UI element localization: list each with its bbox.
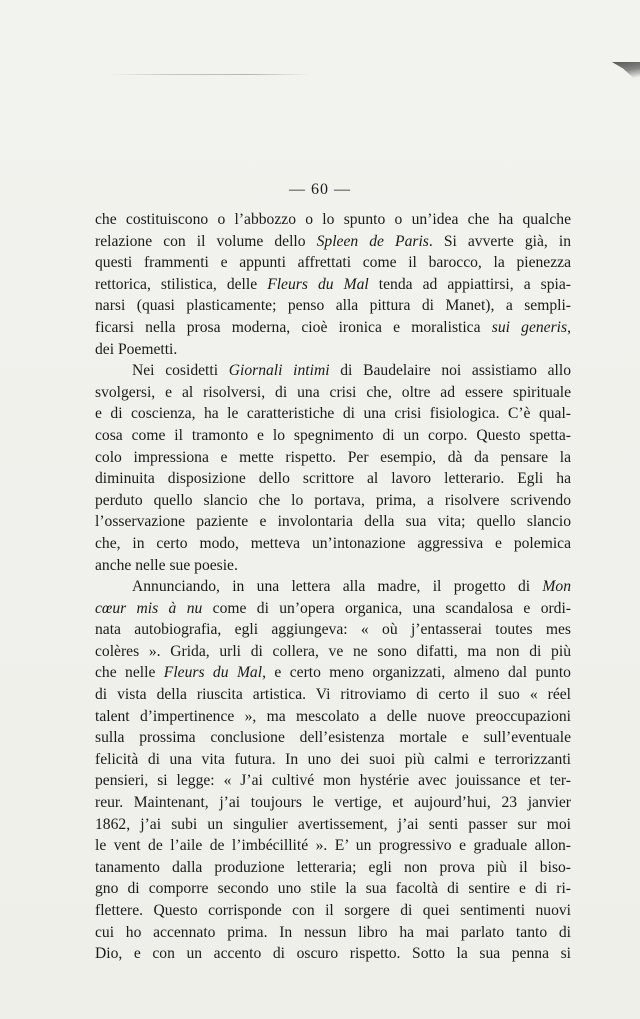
text-segment: cosa come il tramonto e lo spegnimento di un corpo. Questo spetta- [95,426,571,444]
text-segment: dei Poemetti. [95,340,178,358]
text-line [95,878,571,900]
text-segment: . Si avverte già, in [428,232,571,250]
text-segment: rettorica, stilistica, delle [95,275,268,293]
text-line [95,533,571,555]
text-line [95,382,571,404]
text-line [95,360,571,382]
scan-corner-mark [612,62,640,84]
italic-text: Fleurs du Mal [267,275,369,293]
text-segment: anche nelle sue poesie. [95,556,238,574]
text-line [95,619,571,641]
text-segment: e di coscienza, ha le caratteristiche di una crisi fisiologica. C’è qual- [95,405,571,423]
text-line [95,749,571,771]
text-segment: narsi (quasi plasticamente; penso alla pittura di Manet), a sempli- [95,297,571,315]
text-segment: che costituiscono o l’abbozzo o lo spunto o un’idea che ha qualche [95,211,571,228]
text-segment: , [567,318,571,336]
italic-text: Mon [542,578,571,596]
text-line [95,706,571,728]
text-line [95,727,571,749]
text-segment: flettere. Questo corrisponde con il sorgere di quei sentimenti nuovi [95,902,571,919]
body-text [95,209,571,965]
text-segment: ficarsi nella prosa moderna, cioè ironica e moralistica [95,318,492,336]
text-segment: colo impressiona e mette rispetto. Per esempio, dà da pensare la [95,448,571,466]
text-line [95,641,571,663]
text-line [95,339,571,361]
text-line [95,857,571,879]
text-segment: nata autobiografia, egli aggiungeva: « où j’entasserai toutes mes [95,621,571,639]
text-line [95,447,571,469]
page-number: — 60 — [289,181,351,198]
italic-text: Fleurs du Mal [163,664,263,682]
text-line [95,922,571,944]
text-segment: colères ». Grida, urli di collera, ve ne sono difatti, ma non di più [95,642,571,660]
text-segment: , e certo meno organizzati, almeno dal punto [262,664,571,682]
text-segment: 1862, j’ai subi un singulier avertissement, j’ai senti passer sur moi [95,815,571,833]
italic-text: Giornali intimi [228,362,330,380]
text-segment: tanamento dalla produzione letteraria; egli non prova più il biso- [95,858,571,876]
text-segment: come di un’opera organica, una scandalosa e ordi- [202,599,571,617]
text-line [95,770,571,792]
text-line [95,403,571,425]
text-line [95,943,571,965]
text-segment: tenda ad appiattirsi, a spia- [368,275,571,293]
text-line [95,209,571,231]
text-segment: reur. Maintenant, j’ai toujours le vertige, et aujourd’hui, 23 janvier [95,794,571,812]
text-line [95,468,571,490]
text-line [95,662,571,684]
text-segment: le vent de l’aile de l’imbécillité ». E’ un progressivo e graduale allon- [95,837,571,855]
text-line [95,231,571,253]
text-segment: gno di comporre secondo uno stile la sua facoltà di sentire e di ri- [95,880,571,898]
text-segment: che nelle [95,664,164,682]
text-segment: che, in certo modo, metteva un’intonazione aggressiva e polemica [95,534,571,552]
text-segment: cui ho accennato prima. In nessun libro ha mai parlato tanto di [95,923,571,941]
text-segment: pensieri, si legge: « J’ai cultivé mon hystérie avec jouissance et ter- [95,772,571,790]
text-line [95,425,571,447]
text-line [95,814,571,836]
text-segment: di Baudelaire noi assistiamo allo [329,362,571,380]
text-segment: felicità di una vita futura. In uno dei suoi più calmi e terrorizzanti [95,750,571,768]
text-line [95,598,571,620]
text-segment: Nei cosidetti [132,362,229,380]
text-line [95,835,571,857]
text-line [95,490,571,512]
text-segment: Annunciando, in una lettera alla madre, il progetto di [132,578,543,596]
text-line [95,900,571,922]
italic-text: cœur mis à nu [95,599,203,617]
text-segment: questi frammenti e appunti affrettati come il barocco, la pienezza [95,254,571,272]
text-line [95,274,571,296]
text-line [95,295,571,317]
text-segment: sulla prossima conclusione dell’esistenza mortale e sull’eventuale [95,729,571,747]
text-line [95,511,571,533]
text-line [95,252,571,274]
text-line [95,555,571,577]
italic-text: sui generis [491,318,568,336]
text-segment: Dio, e con un accento di oscuro rispetto. Sotto la sua penna si [95,945,571,963]
text-segment: perduto quello slancio che lo portava, prima, a risolvere scrivendo [95,491,571,509]
text-line [95,684,571,706]
text-segment: l’osservazione paziente e involontaria della sua vita; quello slancio [95,513,571,531]
text-line [95,317,571,339]
text-segment: svolgersi, e al risolversi, di una crisi che, oltre ad essere spirituale [95,383,571,401]
text-segment: di vista della riuscita artistica. Vi ritroviamo di certo il suo « réel [95,686,571,704]
text-segment: relazione con il volume dello [95,232,317,250]
text-line [95,792,571,814]
text-segment: talent d’impertinence », ma mescolato a delle nuove preoccupazioni [95,707,571,725]
italic-text: Spleen de Paris [316,232,429,250]
text-segment: diminuita disposizione dello scrittore al lavoro letterario. Egli ha [95,470,571,488]
scan-artifact-line [110,74,310,75]
text-line [95,576,571,598]
